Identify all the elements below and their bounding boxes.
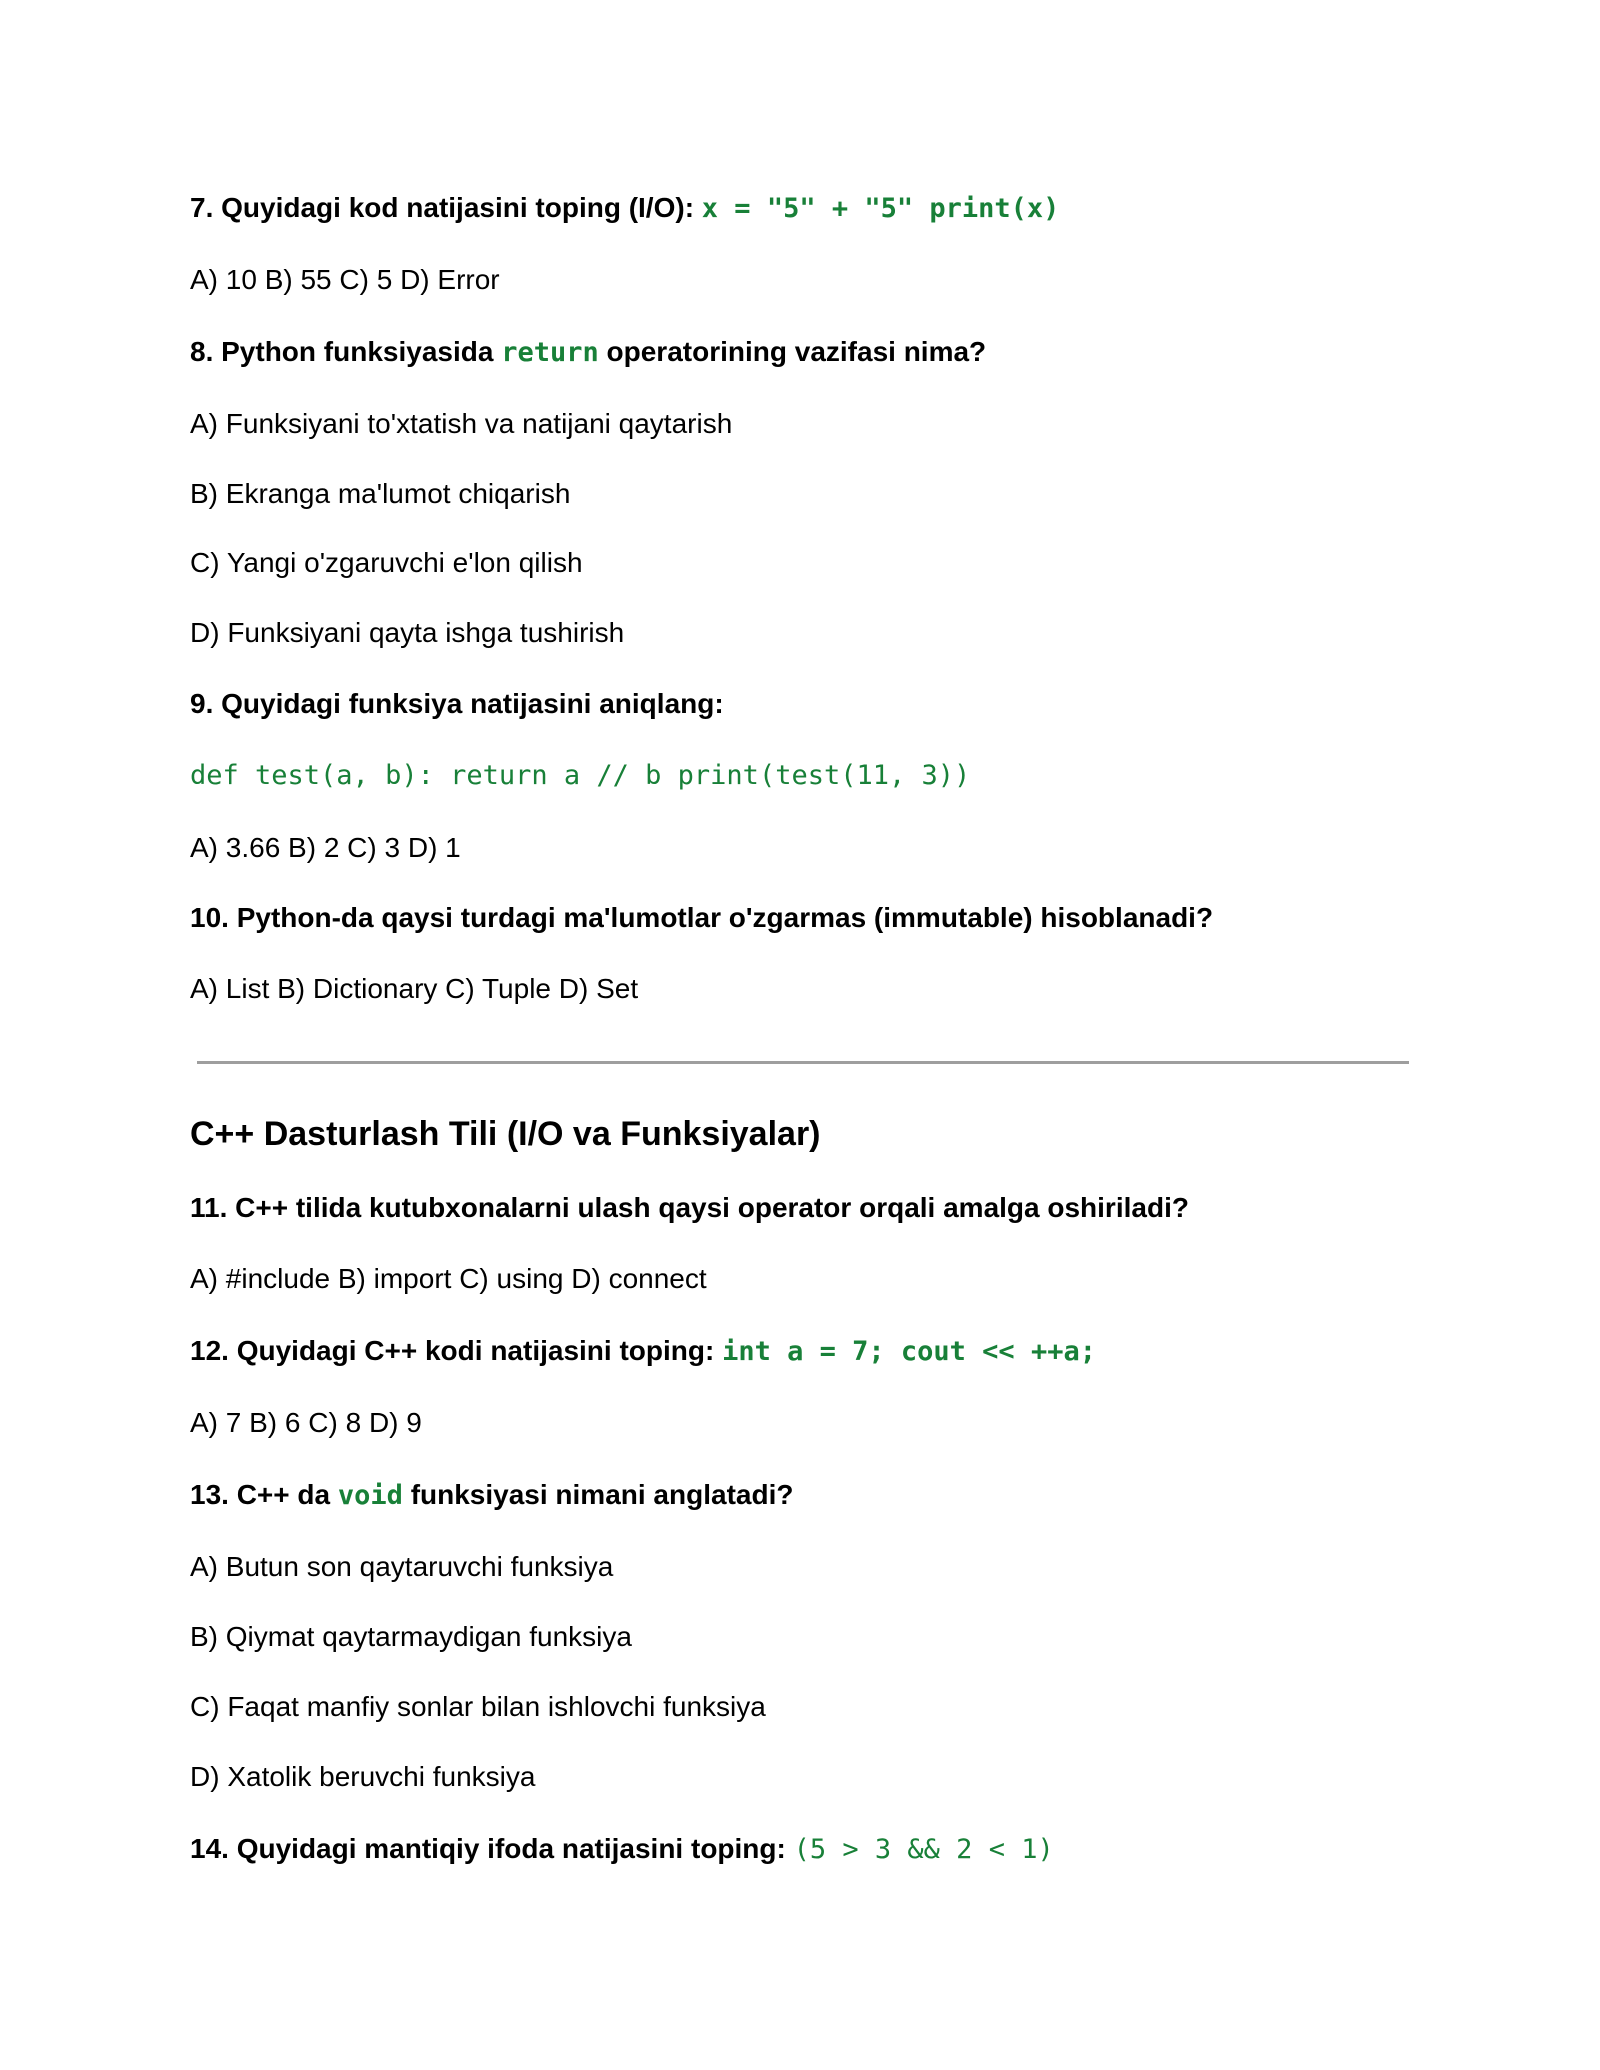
question-12-code: int a = 7; cout << ++a;: [722, 1336, 1096, 1367]
question-12: [190, 1333, 1096, 1370]
question-8-code: return: [501, 337, 599, 368]
question-13-text-after: funksiyasi nimani anglatadi?: [410, 1479, 794, 1510]
question-8-text-after: operatorining vazifasi nima?: [606, 336, 987, 367]
question-14-code: (5 > 3 && 2 < 1): [793, 1834, 1054, 1865]
question-11-answers: A) #include B) import C) using D) connect: [190, 1263, 707, 1294]
question-13-option-b: B) Qiymat qaytarmaydigan funksiya: [190, 1621, 632, 1652]
question-13-code: void: [337, 1480, 403, 1511]
question-13-option-d: D) Xatolik beruvchi funksiya: [190, 1761, 536, 1792]
question-8-text-before: 8. Python funksiyasida: [190, 336, 494, 367]
question-10-answers: A) List B) Dictionary C) Tuple D) Set: [190, 973, 639, 1004]
question-7-answers: A) 10 B) 55 C) 5 D) Error: [190, 264, 500, 295]
question-13: [190, 1477, 793, 1514]
question-8-option-d: D) Funksiyani qayta ishga tushirish: [190, 617, 625, 648]
question-14-text: 14. Quyidagi mantiqiy ifoda natijasini toping:: [190, 1833, 786, 1864]
question-14: [190, 1831, 1054, 1868]
question-8: [190, 334, 986, 371]
question-8-option-a: A) Funksiyani to'xtatish va natijani qaytarish: [190, 408, 733, 439]
question-9-answers: A) 3.66 B) 2 C) 3 D) 1: [190, 832, 461, 863]
question-7: [190, 190, 1059, 227]
question-9: 9. Quyidagi funksiya natijasini aniqlang:: [190, 688, 724, 719]
question-7-text: 7. Quyidagi kod natijasini toping (I/O):: [190, 192, 695, 223]
question-13-option-c: C) Faqat manfiy sonlar bilan ishlovchi funksiya: [190, 1691, 766, 1722]
section-heading: C++ Dasturlash Tili (I/O va Funksiyalar): [190, 1115, 821, 1153]
question-12-answers: A) 7 B) 6 C) 8 D) 9: [190, 1407, 422, 1438]
section-divider: [197, 1061, 1409, 1064]
question-10: 10. Python-da qaysi turdagi ma'lumotlar o'zgarmas (immutable) hisoblanadi?: [190, 902, 1214, 933]
question-8-option-b: B) Ekranga ma'lumot chiqarish: [190, 478, 571, 509]
question-8-option-c: C) Yangi o'zgaruvchi e'lon qilish: [190, 547, 583, 578]
question-9-code: def test(a, b): return a // b print(test(11, 3)): [190, 760, 971, 791]
question-11: 11. C++ tilida kutubxonalarni ulash qaysi operator orqali amalga oshiriladi?: [190, 1192, 1189, 1223]
question-12-text: 12. Quyidagi C++ kodi natijasini toping:: [190, 1335, 715, 1366]
question-7-code: x = "5" + "5" print(x): [701, 193, 1060, 224]
question-13-text-before: 13. C++ da: [190, 1479, 331, 1510]
question-13-option-a: A) Butun son qaytaruvchi funksiya: [190, 1551, 614, 1582]
